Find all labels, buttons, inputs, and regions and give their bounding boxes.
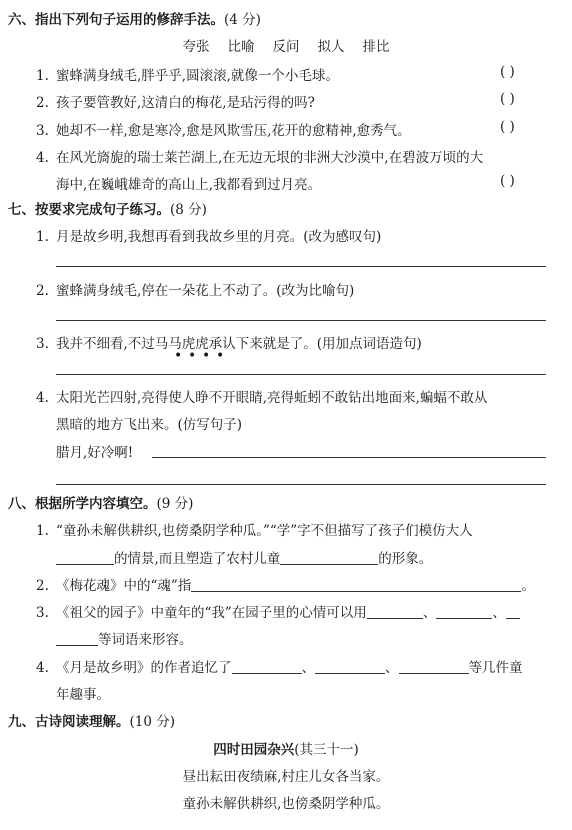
s6-item-4-cont: 海中,在巍峨雄奇的高山上,我都看到过月亮。 <box>56 177 322 193</box>
item-number: 3. <box>36 605 49 621</box>
fill-blank[interactable] <box>506 604 520 619</box>
item-number: 4. <box>36 390 49 406</box>
section-8-score: (9 分) <box>156 496 194 512</box>
item-text: 蜜蜂满身绒毛,停在一朵花上不动了。(改为比喻句) <box>56 283 355 299</box>
s8-item-2 <box>36 574 535 594</box>
s8-item-3 <box>36 601 520 621</box>
section-8-title <box>8 492 193 512</box>
item-number: 3. <box>36 123 49 139</box>
fill-blank[interactable] <box>399 659 469 674</box>
answer-line[interactable] <box>152 457 546 458</box>
emphasis-dot: • <box>216 348 225 364</box>
s6-item-1 <box>36 64 339 84</box>
answer-paren[interactable]: ( ) <box>500 119 515 135</box>
item-number: 2. <box>36 578 49 594</box>
poem-line: 童孙未解供耕织,也傍桑阴学种瓜。 <box>182 796 390 812</box>
item-number: 1. <box>36 523 49 539</box>
item-text: 我并不细看,不过马马虎虎承认下来就是了。(用加点词语造句) <box>56 336 422 352</box>
s8-item-4-cont: 年趣事。 <box>56 687 110 703</box>
item-number: 4. <box>36 660 49 676</box>
rhetoric-word-bank <box>0 35 572 55</box>
separator: 、 <box>301 660 315 676</box>
s7-item-3 <box>36 332 422 352</box>
separator: 、 <box>492 605 506 621</box>
fill-blank[interactable] <box>232 659 302 674</box>
fill-blank[interactable] <box>367 604 423 619</box>
item-text: 的形象。 <box>378 551 433 567</box>
separator: 、 <box>385 660 399 676</box>
section-7-heading: 七、按要求完成句子练习。 <box>8 202 170 218</box>
s6-item-4 <box>36 146 483 166</box>
answer-line[interactable] <box>56 266 546 267</box>
section-7-title <box>8 198 207 218</box>
answer-paren[interactable]: ( ) <box>500 64 515 80</box>
item-text: 《祖父的园子》中童年的“我”在园子里的心情可以用 <box>56 605 367 621</box>
item-number: 3. <box>36 336 49 352</box>
section-6-score: (4 分) <box>224 12 261 28</box>
section-7-score: (8 分) <box>170 202 207 218</box>
answer-paren[interactable]: ( ) <box>500 173 515 189</box>
section-9-score: (10 分) <box>129 714 176 730</box>
fill-blank[interactable] <box>56 550 114 565</box>
separator: 、 <box>422 605 437 621</box>
item-number: 4. <box>36 150 49 166</box>
s7-item-4 <box>36 386 487 406</box>
word-option: 拟人 <box>317 39 345 55</box>
word-option: 排比 <box>362 39 390 55</box>
word-option: 反问 <box>272 39 300 55</box>
fill-blank[interactable] <box>315 659 385 674</box>
item-text: 太阳光芒四射,亮得使人睁不开眼睛,亮得蚯蚓不敢钻出地面来,蝙蝠不敢从 <box>56 390 488 406</box>
item-text: “童孙未解供耕织,也傍桑阴学种瓜。”“学”字不但描写了孩子们模仿大人 <box>56 523 473 539</box>
item-text: 的情景,而且塑造了农村儿童 <box>114 551 281 567</box>
item-text: 《梅花魂》中的“魂”指 <box>56 578 192 594</box>
item-number: 1. <box>36 68 49 84</box>
fill-blank[interactable] <box>280 550 378 565</box>
word-option: 夸张 <box>182 39 210 55</box>
item-text: 《月是故乡明》的作者追忆了 <box>56 660 232 676</box>
answer-paren[interactable]: ( ) <box>500 91 515 107</box>
fill-blank[interactable] <box>436 604 492 619</box>
s8-item-1-cont <box>56 547 432 567</box>
fill-blank[interactable] <box>191 577 521 592</box>
poem-title-text: 四时田园杂兴 <box>213 742 295 758</box>
emphasis-dot: • <box>188 348 197 364</box>
s6-item-3 <box>36 119 411 139</box>
s8-item-4 <box>36 656 523 676</box>
item-text: 孩子要管教好,这清白的梅花,是玷污得的吗? <box>56 95 315 111</box>
section-6-heading: 六、指出下列句子运用的修辞手法。 <box>8 12 224 28</box>
emphasis-dot: • <box>174 348 183 364</box>
answer-line[interactable] <box>56 484 546 485</box>
item-text: 蜜蜂满身绒毛,胖乎乎,圆滚滚,就像一个小毛球。 <box>56 68 339 84</box>
item-number: 2. <box>36 283 49 299</box>
item-number: 1. <box>36 229 49 245</box>
s7-item-4-prompt: 腊月,好冷啊! <box>56 445 134 461</box>
item-number: 2. <box>36 95 49 111</box>
s8-item-3-cont <box>56 628 193 648</box>
answer-line[interactable] <box>56 320 546 321</box>
poem-line: 昼出耘田夜绩麻,村庄儿女各当家。 <box>182 769 390 785</box>
poem-subtitle: (其三十一) <box>294 742 359 758</box>
item-text: 在风光旖旎的瑞士莱芒湖上,在无边无垠的非洲大沙漠中,在碧波万顷的大 <box>56 150 484 166</box>
emphasis-dot: • <box>202 348 211 364</box>
poem-title <box>0 738 572 758</box>
section-6-title <box>8 8 261 28</box>
item-text: 等词语来形容。 <box>98 632 193 648</box>
s8-item-1 <box>36 519 473 539</box>
item-text: 她却不一样,愈是寒冷,愈是风欺雪压,花开的愈精神,愈秀气。 <box>56 123 411 139</box>
section-9-heading: 九、古诗阅读理解。 <box>8 714 130 730</box>
s7-item-4-cont: 黑暗的地方飞出来。(仿写句子) <box>56 417 243 433</box>
item-text: 等几件童 <box>468 660 523 676</box>
s7-item-1 <box>36 225 381 245</box>
fill-blank[interactable] <box>56 631 98 646</box>
answer-line[interactable] <box>56 374 546 375</box>
word-option: 比喻 <box>227 39 255 55</box>
section-8-heading: 八、根据所学内容填空。 <box>8 496 157 512</box>
item-text: 月是故乡明,我想再看到我故乡里的月亮。(改为感叹句) <box>56 229 382 245</box>
item-text: 。 <box>521 578 535 594</box>
s7-item-2 <box>36 279 354 299</box>
section-9-title <box>8 710 175 730</box>
s6-item-2 <box>36 91 315 111</box>
